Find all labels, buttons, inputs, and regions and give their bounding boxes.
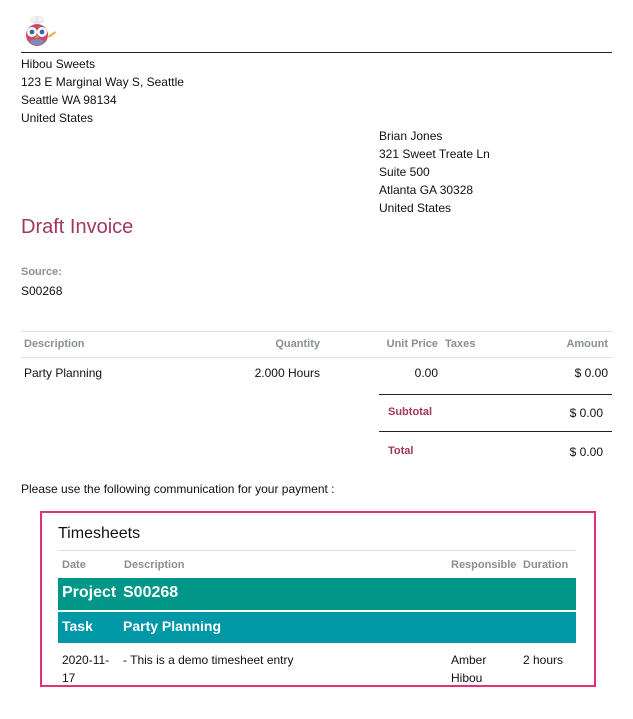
project-value: S00268 [123,584,179,601]
source-label: Source: [21,266,62,278]
ts-header-description: Description [124,559,185,571]
invoice-lines-table [21,331,612,385]
subtotal-row [379,395,612,431]
task-group-row [58,612,576,643]
header-rule [21,52,612,53]
total-value: $ 0.00 [569,445,603,459]
timesheets-title: Timesheets [58,525,141,542]
ts-header-responsible: Responsible [451,559,517,571]
owl-logo-icon [22,14,58,50]
entry-duration: 2 hours [523,653,564,667]
customer-address [379,127,490,217]
task-label: Task [62,618,93,634]
header-unit-price: Unit Price [386,338,438,350]
company-country: United States [21,111,94,125]
header-taxes: Taxes [445,338,476,350]
source-value: S00268 [21,284,63,298]
customer-country: United States [379,201,452,215]
company-city: Seattle WA 98134 [21,93,117,107]
ts-header-duration: Duration [523,559,569,571]
table-row [21,358,612,385]
header-description: Description [24,338,85,350]
company-address [21,55,184,127]
timesheets-header [58,550,576,578]
total-label: Total [388,445,414,457]
document-title: Draft Invoice [21,216,134,238]
table-row [58,644,576,684]
entry-date: 2020-11-17 [62,653,110,685]
total-row [379,431,612,469]
company-name: Hibou Sweets [21,57,96,71]
invoice-lines-header [21,332,612,358]
subtotal-label: Subtotal [388,406,432,418]
task-value: Party Planning [123,618,222,634]
timesheets-section [40,511,596,687]
line-quantity: 2.000 Hours [254,366,320,380]
header-quantity: Quantity [275,338,320,350]
payment-communication-note: Please use the following communication for your payment : [21,482,335,496]
totals-table [379,394,612,469]
customer-street: 321 Sweet Treate Ln [379,147,490,161]
entry-description: - This is a demo timesheet entry [123,653,294,667]
entry-responsible: Amber Hibou [451,653,487,685]
line-unit-price: 0.00 [414,366,438,380]
line-amount: $ 0.00 [574,366,608,380]
customer-city: Atlanta GA 30328 [379,183,474,197]
company-logo [22,14,58,50]
customer-name: Brian Jones [379,129,443,143]
customer-street2: Suite 500 [379,165,430,179]
line-description: Party Planning [24,366,103,380]
ts-header-date: Date [62,559,86,571]
header-amount: Amount [566,338,608,350]
company-street: 123 E Marginal Way S, Seattle [21,75,184,89]
project-group-row [58,578,576,610]
subtotal-value: $ 0.00 [569,406,603,420]
project-label: Project [62,584,117,601]
